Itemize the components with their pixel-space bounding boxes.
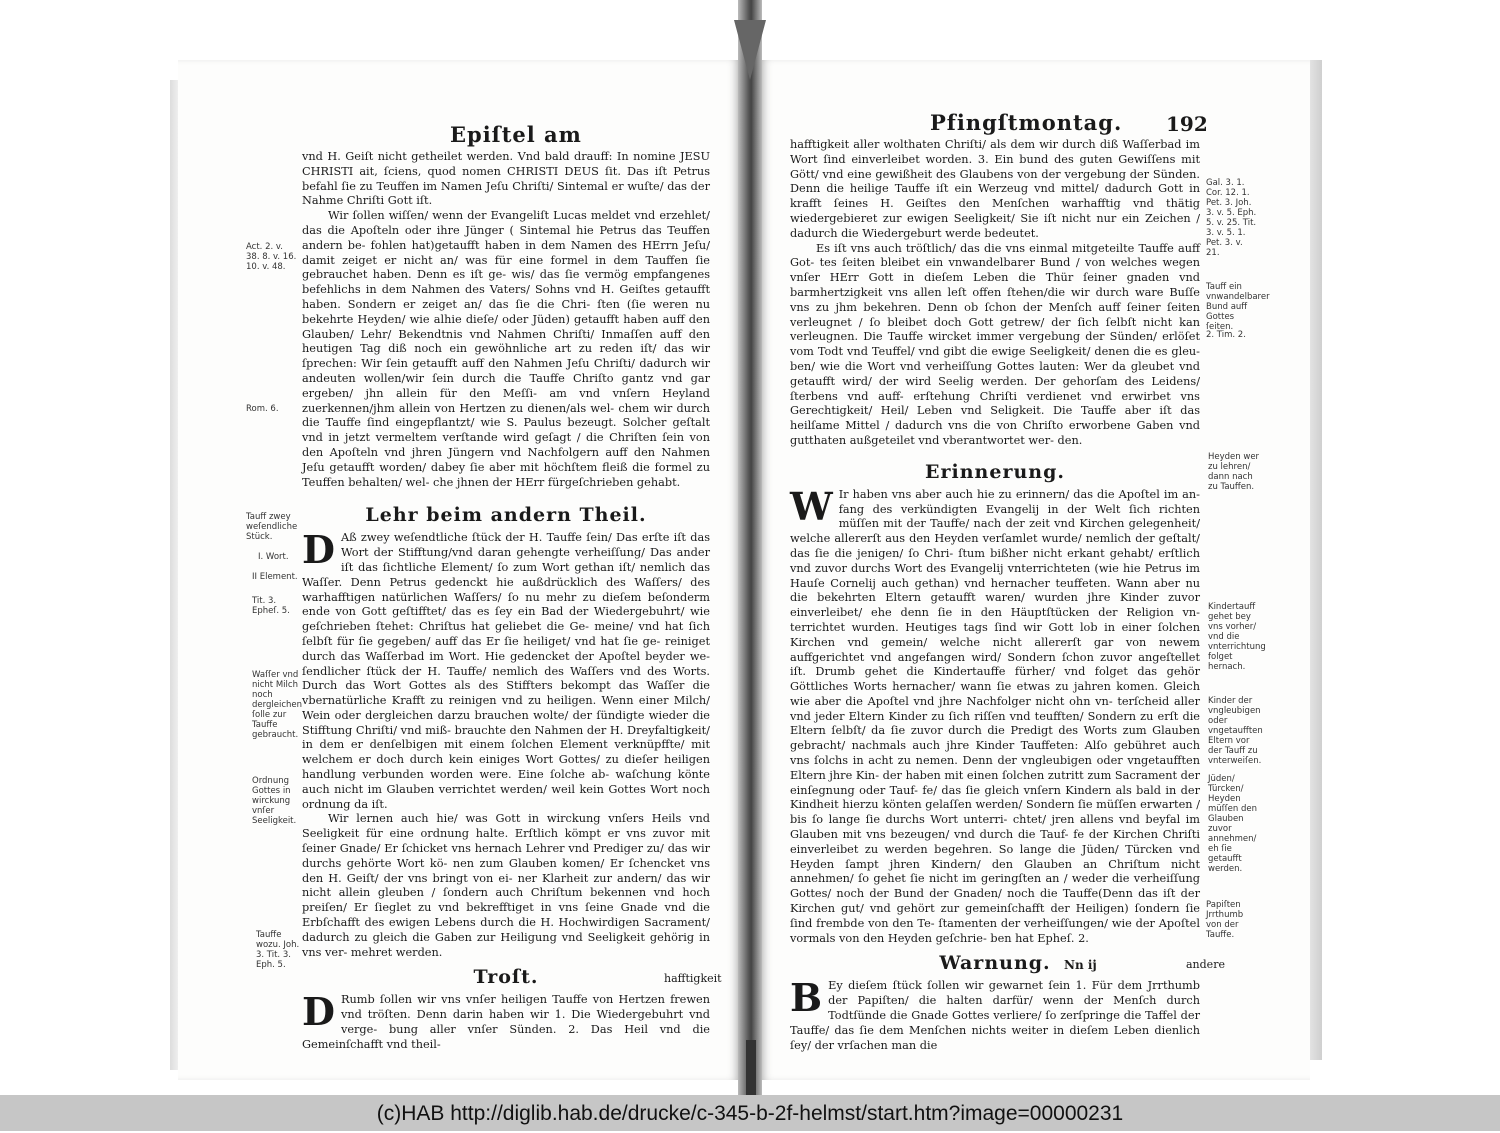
right-margin-note-4: Heyden wer zu lehren/ dann nach zu Tauffen.	[1208, 452, 1260, 492]
right-heading-erinnerung: Erinnerung.	[925, 460, 1065, 483]
left-paragraph-1: vnd H. Geiſt nicht getheilet werden. Vnd bald drauff: In nomine JESU CHRISTI ait, ſciens, quod nomen CHRISTI DEUS ſit. Das iſt Petrus befahl ſie zu Teuffen im Namen Jeſu Chriſti/ Sintemal er wuſte/ das der Nahme Chriſti Gott iſt.	[302, 150, 710, 208]
left-running-head: Epiſtel am	[450, 122, 582, 147]
drop-cap-d-2: D	[302, 989, 335, 1035]
right-heading-warnung: Warnung.	[939, 952, 1051, 975]
right-section-2-text: Ey dieſem ſtück ſollen wir gewarnet ſein 1. Für dem Jrrthumb der Papiſten/ die halten darfür/ wenn der Menſch durch Todtſünde die Gnade Gottes verliere/ ſo zerſpringe die Taffel der Tauffe/ das ſie dem Menſchen nichts weiter in dieſem Leben dienlich ſey/ der vrſachen man die	[790, 979, 1200, 1052]
right-margin-note-1: Gal. 3. 1. Cor. 12. 1. Pet. 3. Joh. 3. v. 5. Eph. 5. v. 25. Tit. 3. v. 5. 1. Pet. 3. v. 21.	[1206, 178, 1257, 258]
right-margin-note-3: 2. Tim. 2.	[1206, 330, 1246, 340]
left-margin-note-8: Ordnung Gottes in wirckung vnſer Seeligkeit.	[252, 776, 297, 826]
right-margin-note-5: Kindertauff gehet bey vns vorher/ vnd die vnterrichtung folget hernach.	[1208, 602, 1266, 672]
left-margin-note-2: Rom. 6.	[246, 404, 279, 414]
left-section-2-text: Rumb ſollen wir vns vnſer heiligen Tauffe von Hertzen frewen vnd tröſten. Denn darin haben wir 1. Die Wiedergebuhrt vnd verge- bung aller vnſer Sünden. 2. Das Heil vnd die Gemeinſchafft vnd theil-	[302, 993, 710, 1051]
book-spine	[738, 0, 762, 1095]
right-text-block	[790, 138, 1200, 1053]
right-margin-note-2: Tauff ein vnwandelbarer Bund auff Gottes ſeiten.	[1206, 282, 1270, 332]
left-text-block	[302, 150, 710, 1053]
left-heading-lehr: Lehr beim andern Theil.	[365, 504, 647, 527]
right-page	[762, 60, 1310, 1080]
left-margin-note-3: Tauff zwey weſendliche Stück.	[246, 512, 298, 542]
left-margin-note-4: I. Wort.	[258, 552, 289, 562]
right-running-head: Pfingſtmontag.	[930, 110, 1123, 135]
copyright-footer: (c)HAB http://diglib.hab.de/drucke/c-345-b-2f-helmst/start.htm?image=00000231	[0, 1095, 1500, 1131]
left-margin-note-6: Tit. 3. Epheſ. 5.	[252, 596, 290, 616]
drop-cap-d: D	[302, 527, 335, 573]
left-catchword: hafftigkeit	[664, 972, 722, 985]
signature-mark: Nn ij	[1064, 958, 1097, 972]
drop-cap-b: B	[790, 975, 823, 1021]
right-section-1	[790, 483, 1200, 947]
left-section-1-text: Aß zwey weſendtliche ſtück der H. Tauffe ſein/ Das erſte iſt das Wort der Stifftung/vnd daran gehengte verheiſſung/ Das ander iſt das ſichtliche Element/ ſo zum Wort gethan iſt/ nemlich das Waſſer. Denn Petrus gedenckt hie außdrücklich des Waſſers/ des warhafftigen natürlichen Waſſers/ ſo nu mehr zu dieſem beſonderm ende von Gott geſtifftet/ das es ſey ein Bad der Wiedergebuhrt/ wie geſchrieben ſtehet: Chriſtus hat geliebet die Ge- meine/ vnd hat ſich ſelbſt für ſie gegeben/ auff das Er ſie heiliget/ vnd hat ſie ge- reiniget durch das Waſſerbad im Wort. Hie gedencket der Apoſtel beyder we- ſendlicher ſtück der H. Tauffe/ nemlich des Waſſers vnd des Worts. Durch das Wort Gottes als des Stiffters bekompt das Waſſer die vbernatürliche Krafft zu reinigen vnd zu heiligen. Wenn einer Milch/ Wein oder dergleichen darzu brauchen wolte/ der ſündigte wieder die Stifftung Chriſti/ vnd miß- brauchte den Nahmen der H. Dreyfaltigkeit/ in dem er denſelbigen mit einem ſolchen Element verknüpffte/ mit welchem er doch durch kein einiges Wort Gottes/ zu dieſer heiligen handlung verbunden worden were. Eine ſolche ab- waſchung könte auch nicht im Glauben verrichtet werden/ weil kein Gottes Wort noch ordnung da iſt.	[302, 531, 710, 811]
left-heading-trost: Troſt.	[473, 966, 539, 989]
right-margin-note-7: Jüden/ Türcken/ Heyden müſſen den Glauben zuvor annehmen/ eh ſie getaufft werden.	[1208, 774, 1257, 874]
right-paragraph-1: hafftigkeit aller wolthaten Chriſti/ als dem wir durch diß Waſſerbad im Wort ſind einverleibet worden. 3. Ein bund des guten Gewiſſens mit Gött/ vnd eine gewißheit des Glaubens von der vergebung der Sünden. Denn die heilige Tauffe iſt ein Werzeug vnd mittel/ dadurch Gott in krafft ſeines H. Geiſtes den Menſchen warhafftig vnd thätig wiedergebieret zur ewigen Seeligkeit/ Sie iſt nicht nur ein Zeichen / dadurch die Wiedergeburt werde bedeutet.	[790, 138, 1200, 240]
left-margin-note-9: Tauffe wozu. Joh. 3. Tit. 3. Eph. 5.	[256, 930, 300, 970]
drop-cap-w: W	[790, 483, 833, 529]
right-paragraph-2: Es iſt vns auch tröſtlich/ das die vns einmal mitgeteilte Tauffe auff Got- tes ſeiten bleibet ein vnwandelbarer Bund / von welches wegen vnſer HErr Gott in dieſem Leben die Thür ſeiner gnaden vnd barmhertzigkeit vns allen leſt offen ſtehen/die wir durch ware Buſſe vns zu jhm bekehren. Denn ob ſchon der Menſch auff ſeiner ſeiten verleugnet / ſo bleibet doch Gott getrew/ der ſich ſelbſt nicht kan verleugnen. Die Tauffe wircket immer vergebung der Sünden/ erlöſet vom Todt vnd Teuffel/ vnd gibt die ewige Seeligkeit/ denen die es gleu- ben/ wie die Wort vnd verheiſſung Gottes lauten: Wer da gleubet vnd getaufft wird/ der wird Seelig werden. Der gehorſam des Leidens/ſterbens vnd auff- erſtehung Chriſti verdienet vnd erwirbet vns Gerechtigkeit/ Heil/ Leben vnd Seligkeit. Die Tauffe aber iſt das heilſame Mittel / dadurch vns die von Chriſto erworbene Gaben vnd gutthaten außgeteilet vnd vberantwortet wer- den.	[790, 241, 1200, 447]
right-catchword: andere	[1186, 958, 1225, 971]
left-section-1-para-2: Wir lernen auch hie/ was Gott in wirckung vnſers Heils vnd Seeligkeit für eine ordnung halte. Erſtlich kömpt er vns zuvor mit ſeiner Gnade/ Er ſchicket vns hernach Lehrer vnd Prediger zu/ das wir durchs gehörte Wort kö- nen zum Glauben komen/ Er ſchencket vns den H. Geiſt/ der vns bringt von ei- ner Klarheit zur andern/ das wir nicht allein gleuben / ſondern auch Chriſtum bekennen vnd hoch preiſen/ Er ſieglet zu vnd bekrefftiget in vns ſeine Gnade vnd die Erbſchafft des ewigen Lebens durch die H. Hochwirdigen Sacrament/ dadurch zu gleich die Gaben zur Heiligung vnd Seeligkeit gehörig in vns ver- mehret werden.	[302, 812, 710, 959]
left-margin-note-1: Act. 2. v. 38. 8. v. 16. 10. v. 48.	[246, 242, 297, 272]
left-section-2	[302, 989, 710, 1052]
left-margin-note-7: Waſſer vnd nicht Milch noch dergleichen ſolle zur Tauffe gebraucht.	[252, 670, 302, 740]
left-section-1-para-1	[302, 527, 710, 812]
right-section-1-text: Ir haben vns aber auch hie zu erinnern/ das die Apoſtel im an- fang des verkündigten Evangelij in der Welt ſich richten müſſen mit der Tauffe/ nach der zeit vnd Kirchen gelegenheit/ welche allererſt aus den Heyden verſamlet wurde/ nemlich der geſtalt/ das ſie die jenigen/ ſo Chri- ſtum bißher nicht erkant gehabt/ erſtlich vnd zuvor durchs Wort des Evangelij vnterrichteten (wie hie Petrus im Hauſe Cornelij auch gethan) vnd hernacher teuffeten. Wann aber nu die bekehrten Eltern getaufft waren/ wurden jhre Kinder zuvor einverleibet/ ehe denn ſie in den Häuptſtücken der Religion vn- terrichtet wurden. Heutiges tags ſind wir Gott lob in einer ſolchen Kirchen vnd gemein/ welche nicht allererſt gar von newem auffgerichtet vnd angefangen wird/ Sondern ſchon zuvor angeſtellet iſt. Drumb gehet die Kindertauffe fürher/ vnd folget das gehör Göttliches Worts hernacher/ wann ſie etwas zu jahren komen. Gleich wie aber die Apoſtel vnd jhre Nachfolger nicht ohn vn- terſcheid aller vnd jeder Eltern Kinder zu ſich riſſen vnd teufften/ Sondern zu erſt die Eltern ſelbſt/ da ſie zuvor durch die Predigt des Worts zum Glauben gebracht/ nachmals auch jhre Kinder Tauffeten: Alſo gebühret auch vns ſolchs in acht zu nemen. Denn der vngleubigen oder vngetaufften Eltern jhre Kin- der haben mit einen ſolchen zutritt zum Sacrament der einſegnung oder Tauf- fe/ das ſie gleich vnſern Kindern als bald in der Kindheit hierzu könten gelaſſen werden/ Sondern ſie müſſen erwarten / bis ſo lange ſie durchs Wort unterri- chtet/ jren allens vnd beyfal im Glauben mit vns bezeugen/ vnd durch die Tauf- fe der Kirchen Chriſti einverleibet zu werden begehren. So lange die Jüden/ Türcken vnd Heyden ſampt jhren Kindern/ den Glauben an Chriſtum nicht annehmen/ ſo gehet ſie nicht im geringſten an / weder die verheiſſung Gottes/ noch der Bund der Gnaden/ noch die Tauffe(Denn das iſt der Kirchen gut/ vnd gehört zur gemeinſchafft der Heiligen) ſondern ſie ſind frembde von den Te- ſtamenten der verheiſſungen/ wie der Apoſtel vormals von den Heyden geſchrie- ben hat Epheſ. 2.	[790, 487, 1200, 945]
right-section-2	[790, 975, 1200, 1053]
spine-bottom-shadow	[746, 1040, 756, 1095]
left-paragraph-2: Wir ſollen wiſſen/ wenn der Evangeliſt Lucas meldet vnd erzehlet/ das die Apoſteln oder ihre Jünger ( Sintemal hie Petrus das Teuffen andern be- fohlen hat)getaufft haben in dem Namen des HErrn Jeſu/ damit zeiget er nicht an/ was für eine formel in dem Tauffen ſie gebrauchet haben. Denn es iſt ge- wis/ das ſie vermög empfangenes befehlichs in dem Nahmen des Vaters/ Sohns vnd H. Geiſtes getaufft haben. Sondern er zeiget an/ das ſie die Chri- ſten (ſie weren nu bekehrte Heyden/ wie alhie dieſe/ oder Jüden) getaufft haben auff den Glauben/ Lehr/ Bekendtnis vnd Nahmen Chriſti/ Inmaſſen auff den heutigen Tag diß noch ein gewöhnliche art zu reden iſt/ das wir ſprechen: Wir ſein getaufft auff den Nahmen Jeſu Chriſti/ dadurch wir andeuten wollen/wir ſein durch die Tauffe Chriſto gantz vnd gar ergeben/ jhn allein für den Meſſi- am vnd vnſern Heyland zuerkennen/jhm allein von Hertzen zu dienen/als wel- chem wir durch die Tauffe ſind eingepflantzt/ wie S. Paulus bezeugt. Solcher geſtalt vnd in jetzt vermeltem verſtande wird geſagt / die Chriſten ſein von den Apoſteln vnd jhren Jüngern vnd Nachfolgern auff den Nahmen Jeſu getaufft worden/ dabey ſie aber mit höchſtem fleiß die formel zu Teuffen behalten/ wel- che jhnen der HErr fürgeſchrieben gehabt.	[302, 209, 710, 489]
right-margin-note-6: Kinder der vngleubigen oder vngetaufften Eltern vor der Tauff zu vnterweiſen.	[1208, 696, 1263, 766]
page-number: 192	[1166, 112, 1208, 136]
right-margin-note-8: Papiſten Jrrthumb von der Tauffe.	[1206, 900, 1244, 940]
left-margin-note-5: II Element.	[252, 572, 298, 582]
spine-top-shadow	[734, 20, 766, 80]
left-page	[178, 60, 738, 1080]
